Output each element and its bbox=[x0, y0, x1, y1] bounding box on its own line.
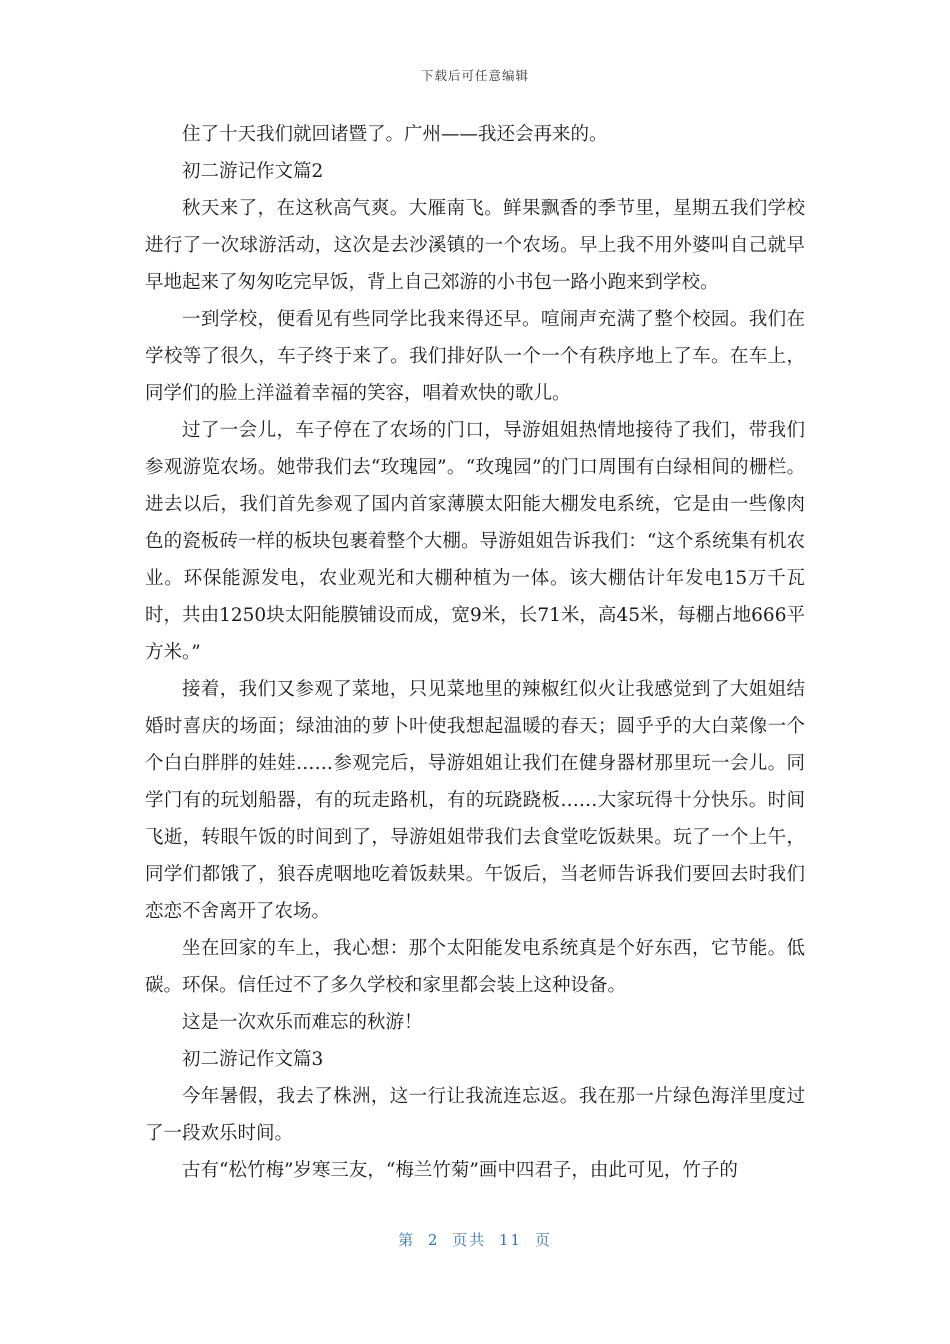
paragraph: 住了十天我们就回诸暨了。广州——我还会再来的。 bbox=[182, 124, 608, 145]
paragraph: 秋天来了，在这秋高气爽。大雁南飞。鲜果飘香的季节里，星期五我们学校进行了一次球游活动，这次是去沙溪镇的一个农场。早上我不用外婆叫自己就早早地起来了匆匆吃完早饭，背上自己郊游的小书包一路小跑来到学校。 bbox=[145, 198, 805, 293]
page-footer: 第 2 页共 11 页 bbox=[398, 1231, 552, 1249]
page-header: 下载后可任意编辑 bbox=[420, 68, 529, 83]
paragraph: 今年暑假，我去了株洲，这一行让我流连忘返。我在那一片绿色海洋里度过了一段欢乐时间。 bbox=[145, 1086, 805, 1144]
section-heading: 初二游记作文篇2 bbox=[182, 161, 324, 182]
paragraph: 一到学校，便看见有些同学比我来得还早。喧闹声充满了整个校园。我们在学校等了很久，车子终于来了。我们排好队一个一个有秩序地上了车。在车上，同学们的脸上洋溢着幸福的笑容，唱着欢快的歌儿。 bbox=[145, 309, 805, 404]
paragraph: 这是一次欢乐而难忘的秋游！ bbox=[182, 1012, 423, 1033]
paragraph: 接着，我们又参观了菜地，只见菜地里的辣椒红似火让我感觉到了大姐姐结婚时喜庆的场面；绿油油的萝卜叶使我想起温暖的春天；圆乎乎的大白菜像一个个白白胖胖的娃娃……参观完后，导游姐姐让我们在健身器材那里玩一会儿。同学门有的玩划船器，有的玩走路机，有的玩跷跷板……大家玩得十分快乐。时间飞逝，转眼午饭的时间到了，导游姐姐带我们去食堂吃饭麸果。玩了一个上午，同学们都饿了，狼吞虎咽地吃着饭麸果。午饭后，当老师告诉我们要回去时我们恋恋不舍离开了农场。 bbox=[145, 679, 805, 922]
paragraph: 古有“松竹梅”岁寒三友，“梅兰竹菊”画中四君子，由此可见，竹子的 bbox=[182, 1160, 738, 1181]
paragraph: 坐在回家的车上，我心想：那个太阳能发电系统真是个好东西，它节能。低碳。环保。信任过不了多久学校和家里都会装上这种设备。 bbox=[145, 938, 805, 996]
article-body bbox=[145, 116, 805, 1189]
paragraph: 过了一会儿，车子停在了农场的门口，导游姐姐热情地接待了我们，带我们参观游览农场。她带我们去“玫瑰园”。“玫瑰园”的门口周围有白绿相间的栅栏。进去以后，我们首先参观了国内首家薄膜太阳能大棚发电系统，它是由一些像肉色的瓷板砖一样的板块包裹着整个大棚。导游姐姐告诉我们：“这个系统集有机农业。环保能源发电，农业观光和大棚种植为一体。该大棚估计年发电15万千瓦时，共由1250块太阳能膜铺设而成，宽9米，长71米，高45米，每棚占地666平方米。” bbox=[145, 420, 805, 663]
section-heading: 初二游记作文篇3 bbox=[182, 1049, 324, 1070]
